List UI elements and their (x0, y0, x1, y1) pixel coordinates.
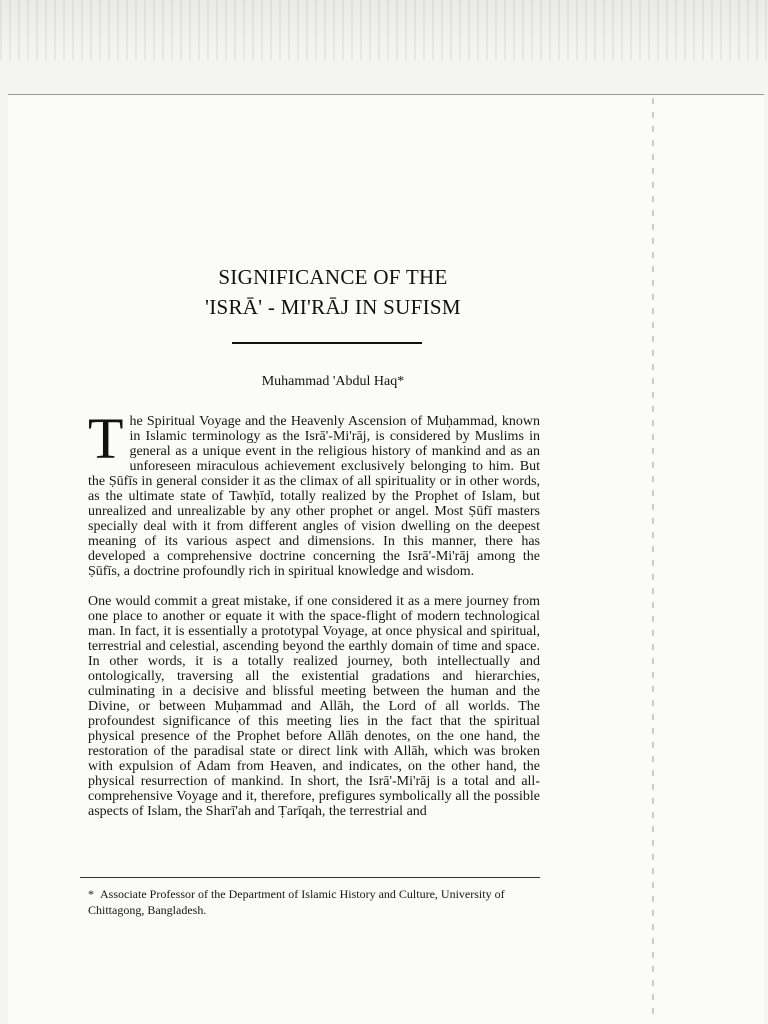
page-edge-mark (652, 98, 654, 1018)
author-name: Muhammad 'Abdul Haq* (261, 374, 405, 389)
article-title (88, 262, 578, 322)
title-line-1: SIGNIFICANCE OF THE (218, 265, 448, 289)
article-body (88, 406, 540, 834)
scan-shadow-top (0, 0, 768, 60)
paragraph-2: One would commit a great mistake, if one considered it as a mere journey from one place to another or equate it with the space-flight of modern technological man. In fact, it is essentially a prototypal Voyage, at once physical and spiritual, terrestrial and celestial, ascending beyond the earthly domain of time and space. In other words, it is a totally realized journey, both intellectually and ontologically, traversing all the existential gradations and hierarchies, culminating in a decisive and blissful meeting between the human and the Divine, or between Muḥammad and Allāh, the Lord of all worlds. The profoundest significance of this meeting lies in the fact that the spiritual physical presence of the Prophet before Allāh denotes, on the one hand, the restoration of the paradisal state or direct link with Allāh, which was broken with expulsion of Adam from Heaven, and indicates, on the other hand, the physical resurrection of mankind. In short, the Isrā'-Mi'rāj is a total and all-comprehensive Voyage and it, therefore, prefigures symbolically all the possible aspects of Islam, the Sharī'ah and Ṭarīqah, the terrestrial and (88, 594, 540, 819)
footnote-mark: * (88, 887, 94, 901)
paragraph-1-text: he Spiritual Voyage and the Heavenly Ascension of Muḥammad, known in Islamic terminology as the Isrā'-Mi'rāj, is considered by Muslims in general as a unique event in the religious history of mankind and as an unforeseen miraculous achievement exclusively belonging to him. But the Ṣūfīs in general consider it as the climax of all spirituality or in other words, as the ultimate state of Tawḥīd, totally realized by the Prophet of Islam, but unrealized and unrealizable by any other prophet or angel. Most Ṣūfī masters specially deal with it from different angles of vision dwelling on the deepest meaning of its various aspect and dimensions. In this manner, there has developed a comprehensive doctrine concerning the Isrā'-Mi'rāj among the Ṣūfīs, a doctrine profoundly rich in spiritual knowledge and wisdom. (88, 414, 540, 579)
footnote-text: Associate Professor of the Department of Islamic History and Culture, University of Chittagong, Bangladesh. (88, 887, 505, 917)
title-divider (232, 342, 422, 344)
drop-cap: T (88, 406, 124, 471)
paragraph-1 (88, 406, 540, 579)
title-line-2: 'ISRĀ' - MI'RĀJ IN SUFISM (205, 295, 461, 319)
footnote (88, 886, 558, 918)
footnote-divider (80, 877, 540, 878)
